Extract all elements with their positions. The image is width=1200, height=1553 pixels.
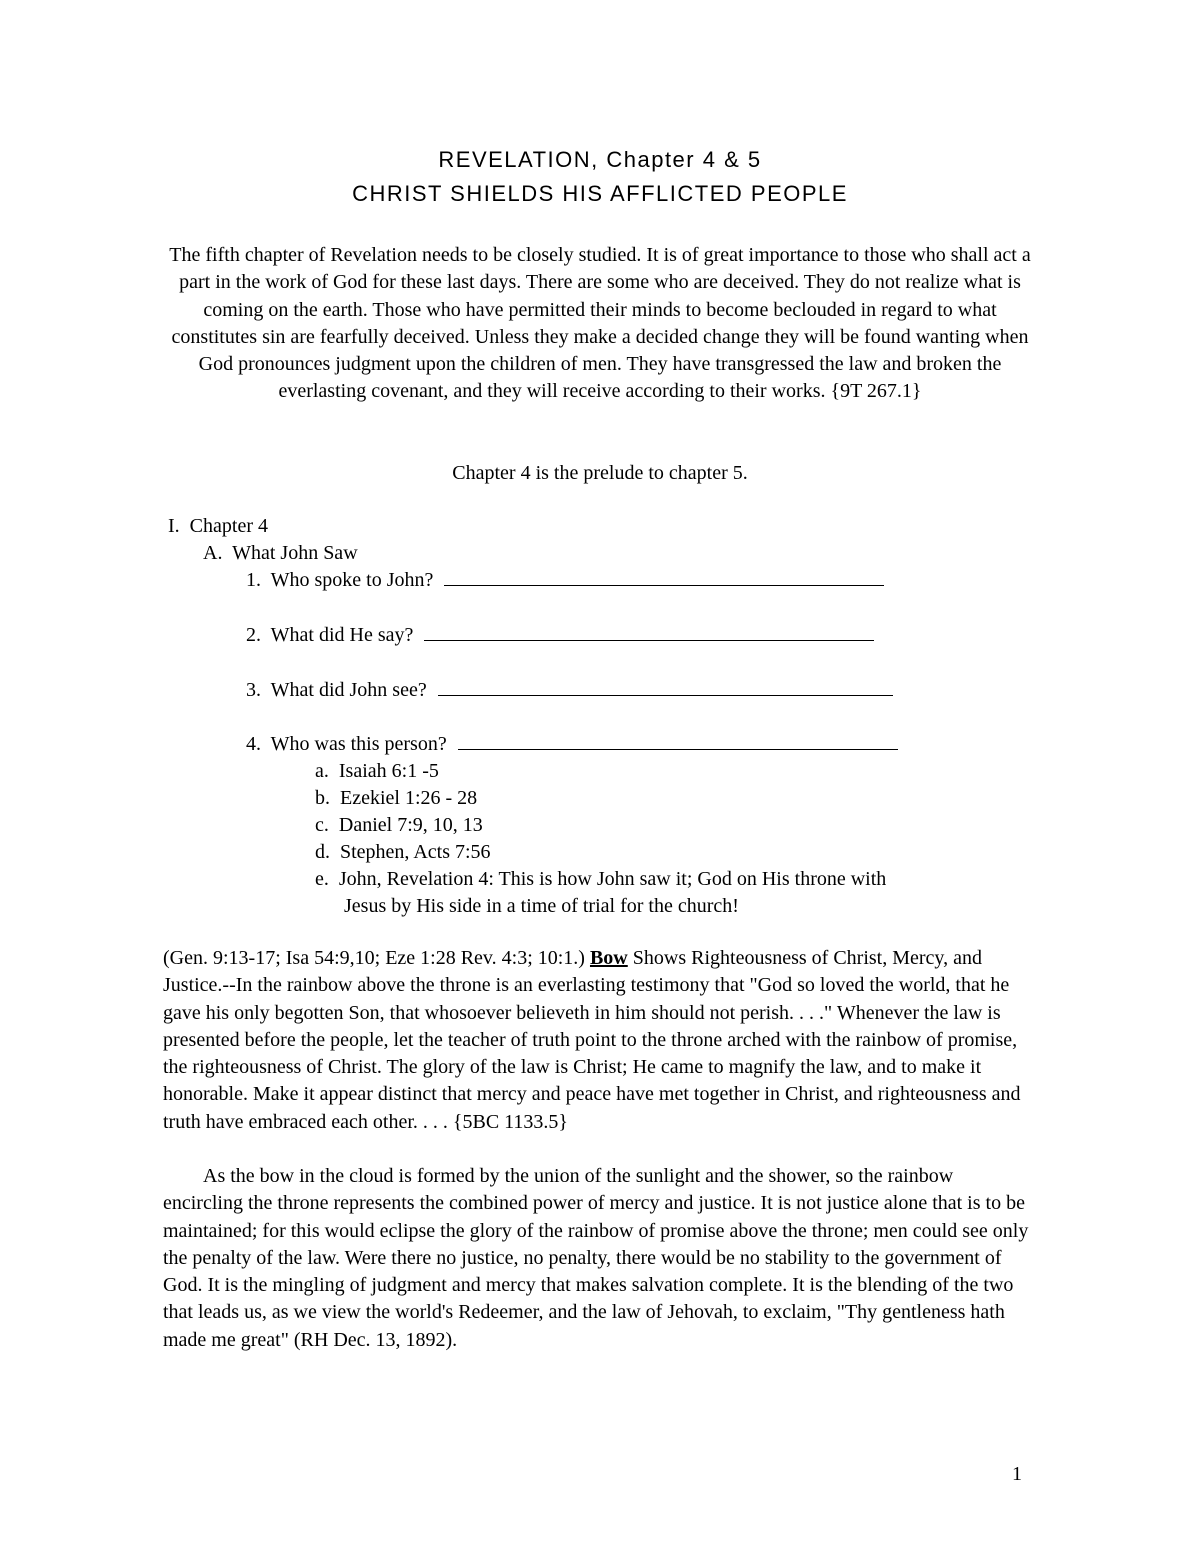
question-text: Who spoke to John? bbox=[270, 569, 434, 591]
document-subtitle: CHRIST SHIELDS HIS AFFLICTED PEOPLE bbox=[352, 181, 848, 206]
reference-letter: d. bbox=[315, 841, 330, 863]
outline-section bbox=[168, 513, 268, 540]
reference-continuation: Jesus by His side in a time of trial for the church! bbox=[344, 895, 739, 917]
question-text: Who was this person? bbox=[270, 733, 447, 755]
scripture-references: (Gen. 9:13-17; Isa 54:9,10; Eze 1:28 Rev. 4:3; 10:1.) bbox=[163, 947, 590, 969]
reference-text: Isaiah 6:1 -5 bbox=[338, 760, 439, 782]
reference-letter: a. bbox=[315, 760, 329, 782]
reference-item bbox=[315, 758, 439, 785]
reference-text: Stephen, Acts 7:56 bbox=[340, 841, 491, 863]
question-number: 4. bbox=[246, 733, 261, 755]
reference-item bbox=[315, 812, 483, 839]
answer-blank[interactable] bbox=[458, 731, 898, 750]
question-number: 3. bbox=[246, 679, 261, 701]
commentary-paragraph bbox=[163, 945, 1033, 1136]
rainbow-text: As the bow in the cloud is formed by the union of the sunlight and the shower, so the rainbow encircling the throne represents the combined power of mercy and justice. It is not justice alone that is to be maintained; for this would eclipse the glory of the rainbow of promise above the throne; men could see only the penalty of the law. Were there no justice, no penalty, there would be no stability to the government of God. It is the mingling of judgment and mercy that makes salvation complete. It is the blending of the two that leads us, as we view the world's Redeemer, and the law of Jehovah, to exclaim, "Thy gentleness hath made me great" (RH Dec. 13, 1892). bbox=[163, 1165, 1029, 1351]
prelude-text: Chapter 4 is the prelude to chapter 5. bbox=[452, 462, 748, 484]
reference-item bbox=[315, 785, 477, 812]
bow-keyword: Bow bbox=[589, 947, 628, 969]
reference-letter: b. bbox=[315, 787, 330, 809]
reference-letter: e. bbox=[315, 868, 329, 890]
question-item bbox=[246, 731, 898, 758]
answer-blank[interactable] bbox=[444, 567, 884, 586]
reference-text: Daniel 7:9, 10, 13 bbox=[338, 814, 483, 836]
rainbow-paragraph bbox=[163, 1163, 1033, 1354]
document-title: REVELATION, Chapter 4 & 5 bbox=[438, 147, 762, 172]
question-number: 1. bbox=[246, 569, 261, 591]
page-number: 1 bbox=[1012, 1463, 1022, 1485]
question-text: What did John see? bbox=[270, 679, 427, 701]
question-item bbox=[246, 677, 893, 704]
section-number: I. bbox=[168, 515, 180, 537]
reference-item bbox=[315, 839, 491, 866]
answer-blank[interactable] bbox=[424, 622, 874, 641]
question-item bbox=[246, 622, 874, 649]
question-item bbox=[246, 567, 884, 594]
section-label: Chapter 4 bbox=[189, 515, 268, 537]
commentary-text: Shows Righteousness of Christ, Mercy, and Justice.--In the rainbow above the throne is an everlasting testimony that "God so loved the world, that he gave his only begotten Son, that whosoever believeth in him should not perish. . . ." Whenever the law is presented before the people, let the teacher of truth point to the throne arched with the rainbow of promise, the righteousness of Christ. The glory of the law is Christ; He came to magnify the law, and to make it honorable. Make it appear distinct that mercy and peace have met together in Christ, and righteousness and truth have embraced each other. . . . {5BC 1133.5} bbox=[163, 947, 1021, 1133]
reference-text: Ezekiel 1:26 - 28 bbox=[340, 787, 478, 809]
outline-subsection bbox=[203, 540, 358, 567]
reference-item bbox=[315, 866, 886, 893]
reference-letter: c. bbox=[315, 814, 329, 836]
reference-text: John, Revelation 4: This is how John saw it; God on His throne with bbox=[338, 868, 887, 890]
subsection-label: What John Saw bbox=[232, 542, 358, 564]
question-number: 2. bbox=[246, 624, 261, 646]
intro-paragraph: The fifth chapter of Revelation needs to be closely studied. It is of great importance to those who shall act a part in the work of God for these last days. There are some who are deceived. They do not realize what is coming on the earth. Those who have permitted their minds to become beclouded in regard to what constitutes sin are fearfully deceived. Unless they make a decided change they will be found wanting when God pronounces judgment upon the children of men. They have transgressed the law and broken the everlasting covenant, and they will receive according to their works. {9T 267.1} bbox=[169, 244, 1031, 403]
question-text: What did He say? bbox=[270, 624, 414, 646]
subsection-letter: A. bbox=[203, 542, 223, 564]
answer-blank[interactable] bbox=[438, 677, 893, 696]
